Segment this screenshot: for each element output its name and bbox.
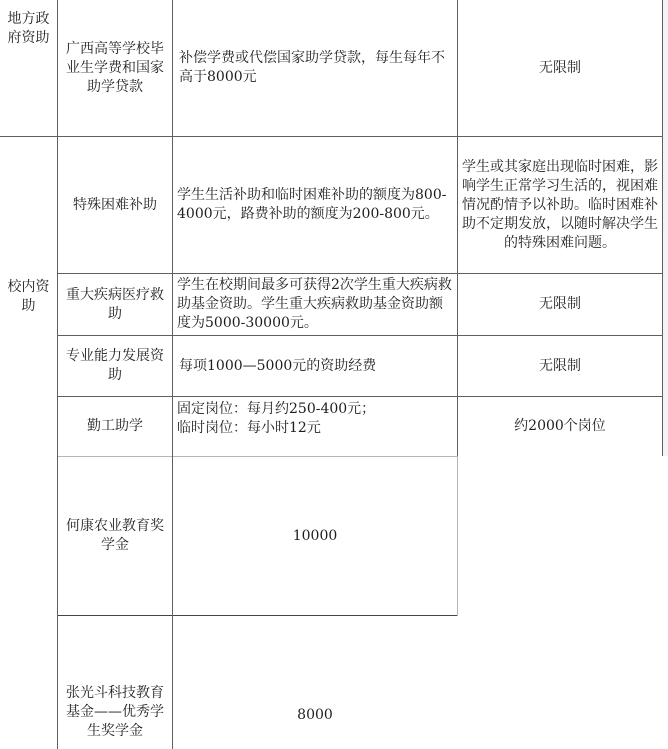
item-cell-professional [58, 336, 172, 396]
standard-medical: 学生在校期间最多可获得2次学生重大疾病救助基金资助。学生重大疾病救助基金资助额度为5000-30000元。 [177, 277, 452, 331]
standard-work-study-fixed: 固定岗位：每月约250-400元； [177, 401, 376, 417]
item-cell-work-study [58, 397, 172, 456]
standard-cell-work-study [173, 397, 457, 441]
item-special-hardship: 特殊困难补助 [73, 196, 157, 213]
quota-professional: 无限制 [539, 357, 581, 374]
amount-zhangguangdou: 8000 [297, 706, 333, 723]
amount-cell-zhangguangdou [173, 690, 457, 740]
quota-special-hardship: 学生或其家庭出现临时困难，影响学生正常学习生活的，视困难情况酌情予以补助。临时困难补助不定期发放，以随时解决学生的特殊困难问题。 [462, 158, 658, 251]
row-divider [57, 615, 457, 616]
quota-cell-work-study [458, 397, 662, 456]
item-cell-hekang [58, 457, 172, 615]
standard-professional: 每项1000—5000元的资助经费 [179, 357, 377, 374]
standard-cell-gx-loan [173, 0, 457, 136]
item-cell-gx-loan [58, 0, 172, 136]
item-work-study: 勤工助学 [87, 418, 143, 434]
item-gx-loan: 广西高等学校毕业生学费和国家助学贷款 [66, 40, 164, 95]
category-cell-school [0, 137, 57, 457]
quota-cell-gx-loan [458, 0, 662, 136]
standard-cell-special-hardship [173, 137, 457, 273]
standard-work-study-temp: 临时岗位：每小时12元 [177, 420, 321, 436]
column-divider [662, 0, 663, 456]
standard-gx-loan: 补偿学费或代偿国家助学贷款，每生每年不高于8000元 [179, 50, 445, 85]
item-cell-zhangguangdou [58, 640, 172, 749]
category-cell-local-gov [0, 0, 57, 58]
category-local-gov: 地方政府资助 [7, 11, 50, 46]
standard-special-hardship: 学生生活补助和临时困难补助的额度为800-4000元，路费补助的额度为200-800元。 [177, 187, 447, 222]
item-cell-special-hardship [58, 137, 172, 273]
column-divider [457, 456, 458, 616]
item-zhangguangdou: 张光斗科技教育基金——优秀学生奖学金 [66, 685, 164, 739]
item-professional: 专业能力发展资助 [66, 348, 164, 383]
quota-medical: 无限制 [539, 296, 581, 312]
item-cell-medical [58, 274, 172, 335]
amount-cell-hekang [173, 457, 457, 615]
quota-work-study: 约2000个岗位 [514, 418, 606, 434]
item-hekang: 何康农业教育奖学金 [66, 518, 164, 553]
item-medical: 重大疾病医疗救助 [66, 286, 164, 322]
standard-cell-medical [173, 274, 457, 335]
quota-gx-loan: 无限制 [539, 59, 581, 76]
category-school: 校内资助 [7, 279, 50, 314]
amount-hekang: 10000 [292, 527, 338, 544]
quota-cell-professional [458, 336, 662, 396]
quota-cell-medical [458, 274, 662, 335]
quota-cell-special-hardship [458, 137, 662, 273]
standard-cell-professional [173, 336, 457, 396]
